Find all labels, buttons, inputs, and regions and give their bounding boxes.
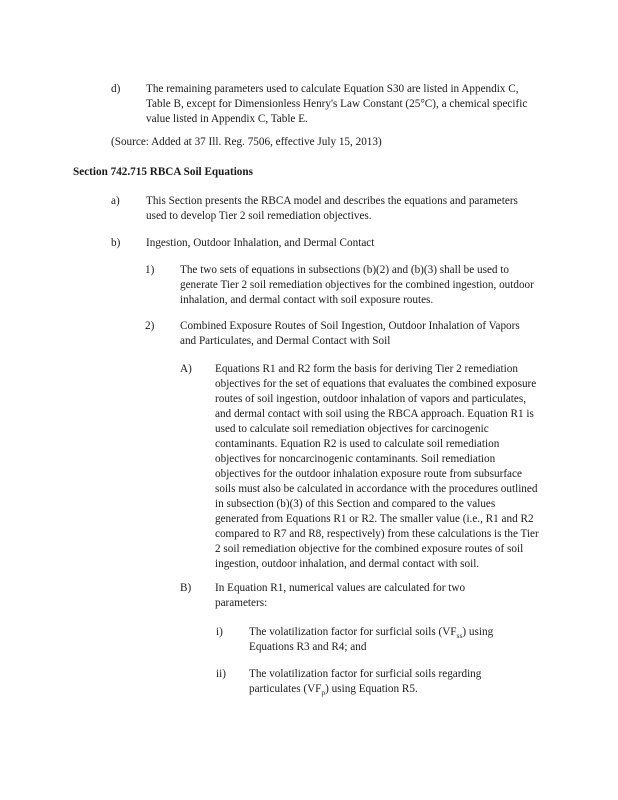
item-ii-text-before: The volatilization factor for surficial soils regarding particulates (VF: [249, 668, 482, 695]
item-A-label: A): [180, 363, 192, 375]
item-d-label: d): [111, 83, 121, 95]
item-i-text-after: ) using Equations R3 and R4; and: [249, 626, 494, 653]
item-i-text-before: The volatilization factor for surficial soils (VF: [249, 626, 457, 638]
item-b1-text: The two sets of equations in subsections (b)(2) and (b)(3) shall be used to generate Tier 2 soil remediation objectives for the combined ingestion, outdoor inhalation, and dermal contact with soil exposure routes.: [180, 264, 534, 306]
item-i-label: i): [216, 626, 223, 638]
item-d-text: The remaining parameters used to calculate Equation S30 are listed in Appendix C, Table B, except for Dimensionless Henry's Law Constant (25°C), a chemical specific value listed in Appendix C, Table E.: [146, 83, 528, 125]
item-b-label: b): [111, 237, 121, 249]
item-ii-text-sub: p: [321, 688, 326, 698]
item-a-label: a): [111, 195, 120, 207]
item-ii-label: ii): [216, 668, 226, 680]
item-i-text: [249, 625, 529, 655]
item-B-label: B): [180, 582, 192, 594]
item-i-text-sub: ss: [456, 631, 463, 641]
item-b1-label: 1): [145, 264, 155, 276]
source-note: (Source: Added at 37 Ill. Reg. 7506, effective July 15, 2013): [111, 136, 382, 148]
item-b2-text: Combined Exposure Routes of Soil Ingestion, Outdoor Inhalation of Vapors and Particulates, and Dermal Contact with Soil: [180, 320, 520, 347]
item-A-text: Equations R1 and R2 form the basis for deriving Tier 2 remediation objectives for the set of equations that evaluates the combined exposure routes of soil ingestion, outdoor inhalation of vapors and particulates, and dermal contact with soil using the RBCA approach. Equation R1 is used to calculate soil remediation objectives for carcinogenic contaminants. Equation R2 is used to calculate soil remediation objectives for noncarcinogenic contaminants. Soil remediation objectives for the outdoor inhalation exposure route from subsurface soils must also be calculated in accordance with the procedures outlined in subsection (b)(3) of this Section and compared to the values generated from Equations R1 or R2. The smaller value (i.e., R1 and R2 compared to R7 and R8, respectively) from these calculations is the Tier 2 soil remediation objective for the combined exposure routes of soil ingestion, outdoor inhalation, and dermal contact with soil.: [215, 363, 539, 570]
section-heading: Section 742.715 RBCA Soil Equations: [73, 166, 253, 178]
item-ii-text: [249, 667, 519, 697]
item-b-text: Ingestion, Outdoor Inhalation, and Dermal Contact: [146, 237, 375, 249]
item-ii-text-after: ) using Equation R5.: [325, 683, 418, 695]
item-b2-label: 2): [145, 320, 155, 332]
item-a-text: This Section presents the RBCA model and describes the equations and parameters used to develop Tier 2 soil remediation objectives.: [146, 195, 518, 222]
item-B-text: In Equation R1, numerical values are calculated for two parameters:: [215, 582, 466, 609]
